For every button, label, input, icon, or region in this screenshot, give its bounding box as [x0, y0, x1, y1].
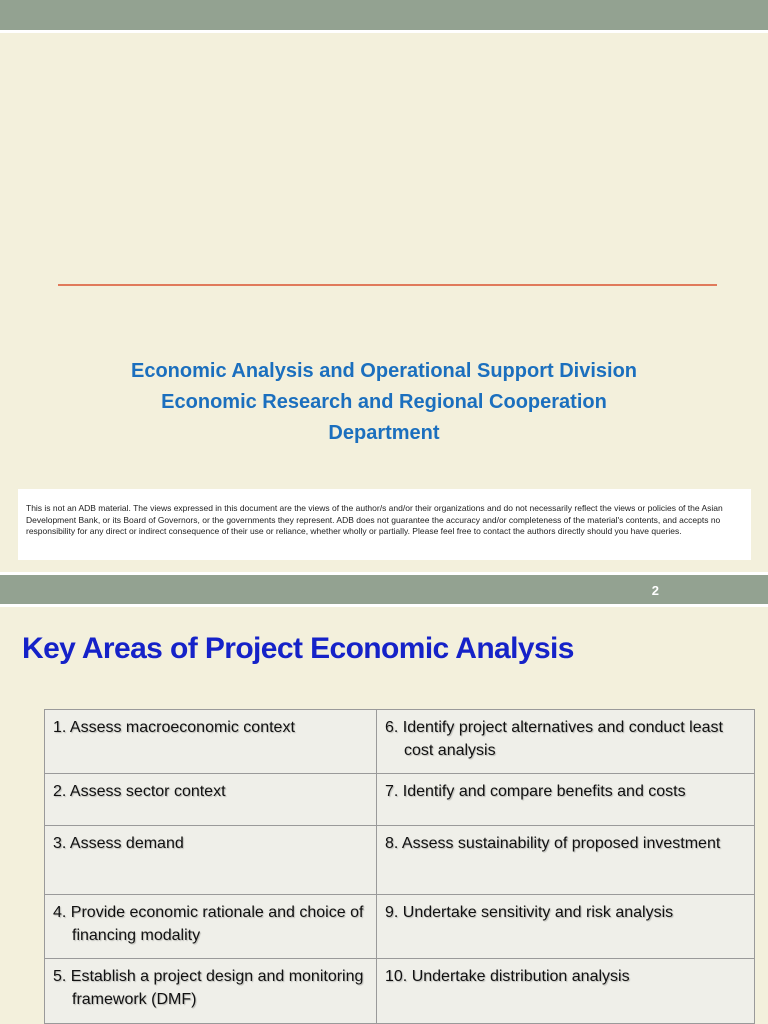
table-row: [45, 826, 755, 895]
table-row: [45, 710, 755, 774]
key-area-item: 4. Provide economic rationale and choice of financing modality: [53, 904, 364, 944]
key-area-item: 9. Undertake sensitivity and risk analysis: [385, 904, 674, 921]
key-area-item: 6. Identify project alternatives and conduct least cost analysis: [385, 719, 723, 759]
section-rule: [58, 284, 717, 286]
slide-1-top-bar: [0, 0, 768, 30]
table-cell: [377, 774, 755, 826]
department-line-2: Economic Research and Regional Cooperation: [161, 391, 607, 413]
key-area-item: 2. Assess sector context: [53, 783, 226, 800]
key-area-item: 3. Assess demand: [53, 835, 184, 852]
department-line-1: Economic Analysis and Operational Support Division: [130, 360, 637, 382]
table-cell: [45, 826, 377, 895]
table-cell: [45, 895, 377, 959]
slide-title: Key Areas of Project Economic Analysis: [22, 632, 574, 665]
key-area-item: 1. Assess macroeconomic context: [53, 719, 295, 736]
slide-number: 2: [651, 583, 659, 598]
slide-1-top-divider: [0, 30, 768, 33]
table-cell: [377, 710, 755, 774]
department-line-3: Department: [328, 422, 440, 444]
table-cell: [377, 895, 755, 959]
key-area-item: 8. Assess sustainability of proposed investment: [385, 835, 721, 852]
table-cell: [45, 710, 377, 774]
key-area-item: 10. Undertake distribution analysis: [385, 968, 630, 985]
table-cell: [377, 959, 755, 1024]
table-row: [45, 774, 755, 826]
table-cell: [377, 826, 755, 895]
table-row: [45, 959, 755, 1024]
key-areas-table: [44, 709, 755, 1024]
slide-2-top-divider: [0, 604, 768, 607]
table-cell: [45, 959, 377, 1024]
disclaimer-text: This is not an ADB material. The views expressed in this document are the views of the author/s and/or their organizations and do not necessarily reflect the views or policies of the Asian Development Bank, or its Board of Governors, or the governments they represent. ADB does not guarantee the accuracy and/or completeness of the material's contents, and accepts no responsibility for any direct or indirect consequence of their use or reliance, whether wholly or partially. Please feel free to contact the authors directly should you have queries.: [18, 489, 751, 560]
table-cell: [45, 774, 377, 826]
key-area-item: 5. Establish a project design and monitoring framework (DMF): [53, 968, 364, 1008]
table-row: [45, 895, 755, 959]
key-area-item: 7. Identify and compare benefits and costs: [385, 783, 686, 800]
